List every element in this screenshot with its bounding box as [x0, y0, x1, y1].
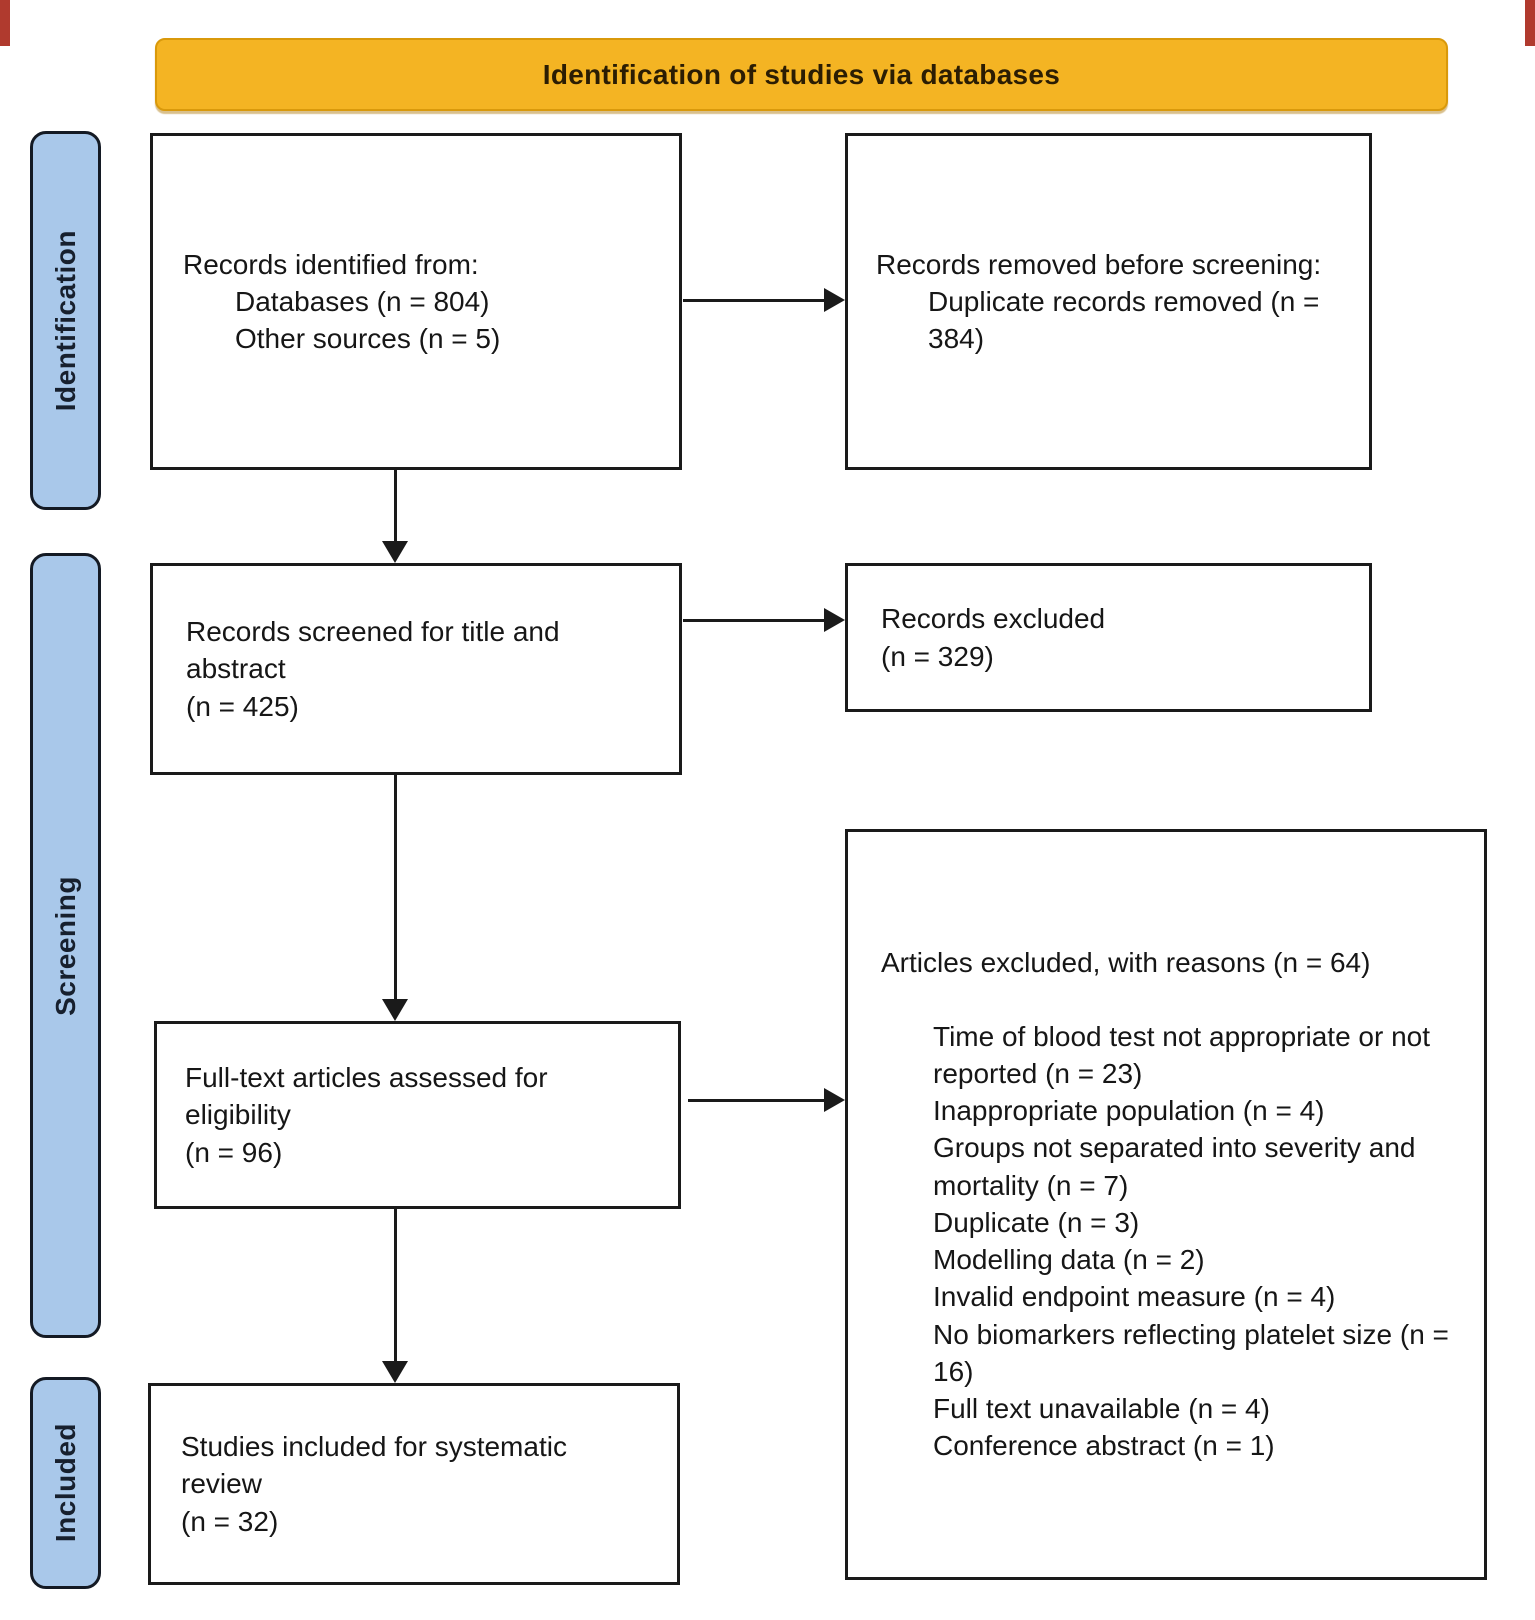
stage-label-identification: [30, 131, 101, 510]
records-removed-item-duplicates: Duplicate records removed (n = 384): [928, 285, 1320, 355]
banner-title: Identification of studies via databases: [542, 58, 1061, 90]
reason-no-biomarkers: No biomarkers reflecting platelet size (n = 16): [933, 1318, 1449, 1387]
records-identified-item-databases: Databases (n = 804): [235, 285, 490, 317]
articles-excluded-reason-list: [881, 1018, 1476, 1465]
reason-conference-abstract: Conference abstract (n = 1): [933, 1430, 1275, 1462]
arrow-line: [688, 1099, 825, 1102]
reason-duplicate: Duplicate (n = 3): [933, 1206, 1140, 1238]
arrow-line: [683, 619, 825, 622]
records-identified-item-other-sources: Other sources (n = 5): [235, 323, 501, 355]
fulltext-assessed-text: Full-text articles assessed for eligibility: [185, 1062, 548, 1131]
reason-inappropriate-population: Inappropriate population (n = 4): [933, 1095, 1325, 1127]
arrowhead-right-icon: [824, 1088, 845, 1112]
stage-label-screening: [30, 553, 101, 1338]
arrow-line: [394, 470, 397, 543]
records-excluded-count: (n = 329): [881, 640, 994, 672]
arrowhead-down-icon: [382, 999, 408, 1021]
stage-label-included: [30, 1377, 101, 1589]
arrowhead-right-icon: [824, 608, 845, 632]
records-screened-text: Records screened for title and abstract: [186, 616, 560, 685]
records-excluded-text: Records excluded: [881, 603, 1106, 635]
records-screened-count: (n = 425): [186, 690, 299, 722]
reason-fulltext-unavailable: Full text unavailable (n = 4): [933, 1393, 1270, 1425]
stage-label-screening-text: Screening: [49, 875, 81, 1016]
flow-box-studies-included: [148, 1383, 680, 1585]
studies-included-count: (n = 32): [181, 1505, 279, 1537]
arrow-line: [394, 1209, 397, 1363]
reason-groups-not-separated: Groups not separated into severity and mortality (n = 7): [933, 1132, 1416, 1201]
arrow-line: [394, 775, 397, 1001]
reason-invalid-endpoint: Invalid endpoint measure (n = 4): [933, 1281, 1336, 1313]
fulltext-assessed-count: (n = 96): [185, 1136, 283, 1168]
flow-box-records-screened: [150, 563, 682, 775]
corner-artifact-left: [0, 0, 10, 46]
banner: [155, 38, 1448, 111]
reason-modelling-data: Modelling data (n = 2): [933, 1244, 1205, 1276]
stage-label-identification-text: Identification: [49, 229, 81, 412]
stage-label-included-text: Included: [49, 1423, 81, 1543]
studies-included-text: Studies included for systematic review: [181, 1431, 567, 1500]
records-removed-title: Records removed before screening:: [876, 248, 1322, 280]
records-identified-title: Records identified from:: [183, 248, 479, 280]
reason-time-of-blood-test: Time of blood test not appropriate or not reported (n = 23): [933, 1020, 1431, 1089]
articles-excluded-title: Articles excluded, with reasons (n = 64): [881, 947, 1371, 979]
arrowhead-down-icon: [382, 1361, 408, 1383]
arrowhead-right-icon: [824, 288, 845, 312]
arrow-line: [683, 299, 825, 302]
flow-box-records-excluded: [845, 563, 1372, 712]
flow-box-records-identified: [150, 133, 682, 470]
flow-box-fulltext-assessed: [154, 1021, 681, 1209]
flow-box-records-removed: [845, 133, 1372, 470]
arrowhead-down-icon: [382, 541, 408, 563]
corner-artifact-right: [1525, 0, 1535, 46]
flow-box-articles-excluded-reasons: [845, 829, 1487, 1580]
